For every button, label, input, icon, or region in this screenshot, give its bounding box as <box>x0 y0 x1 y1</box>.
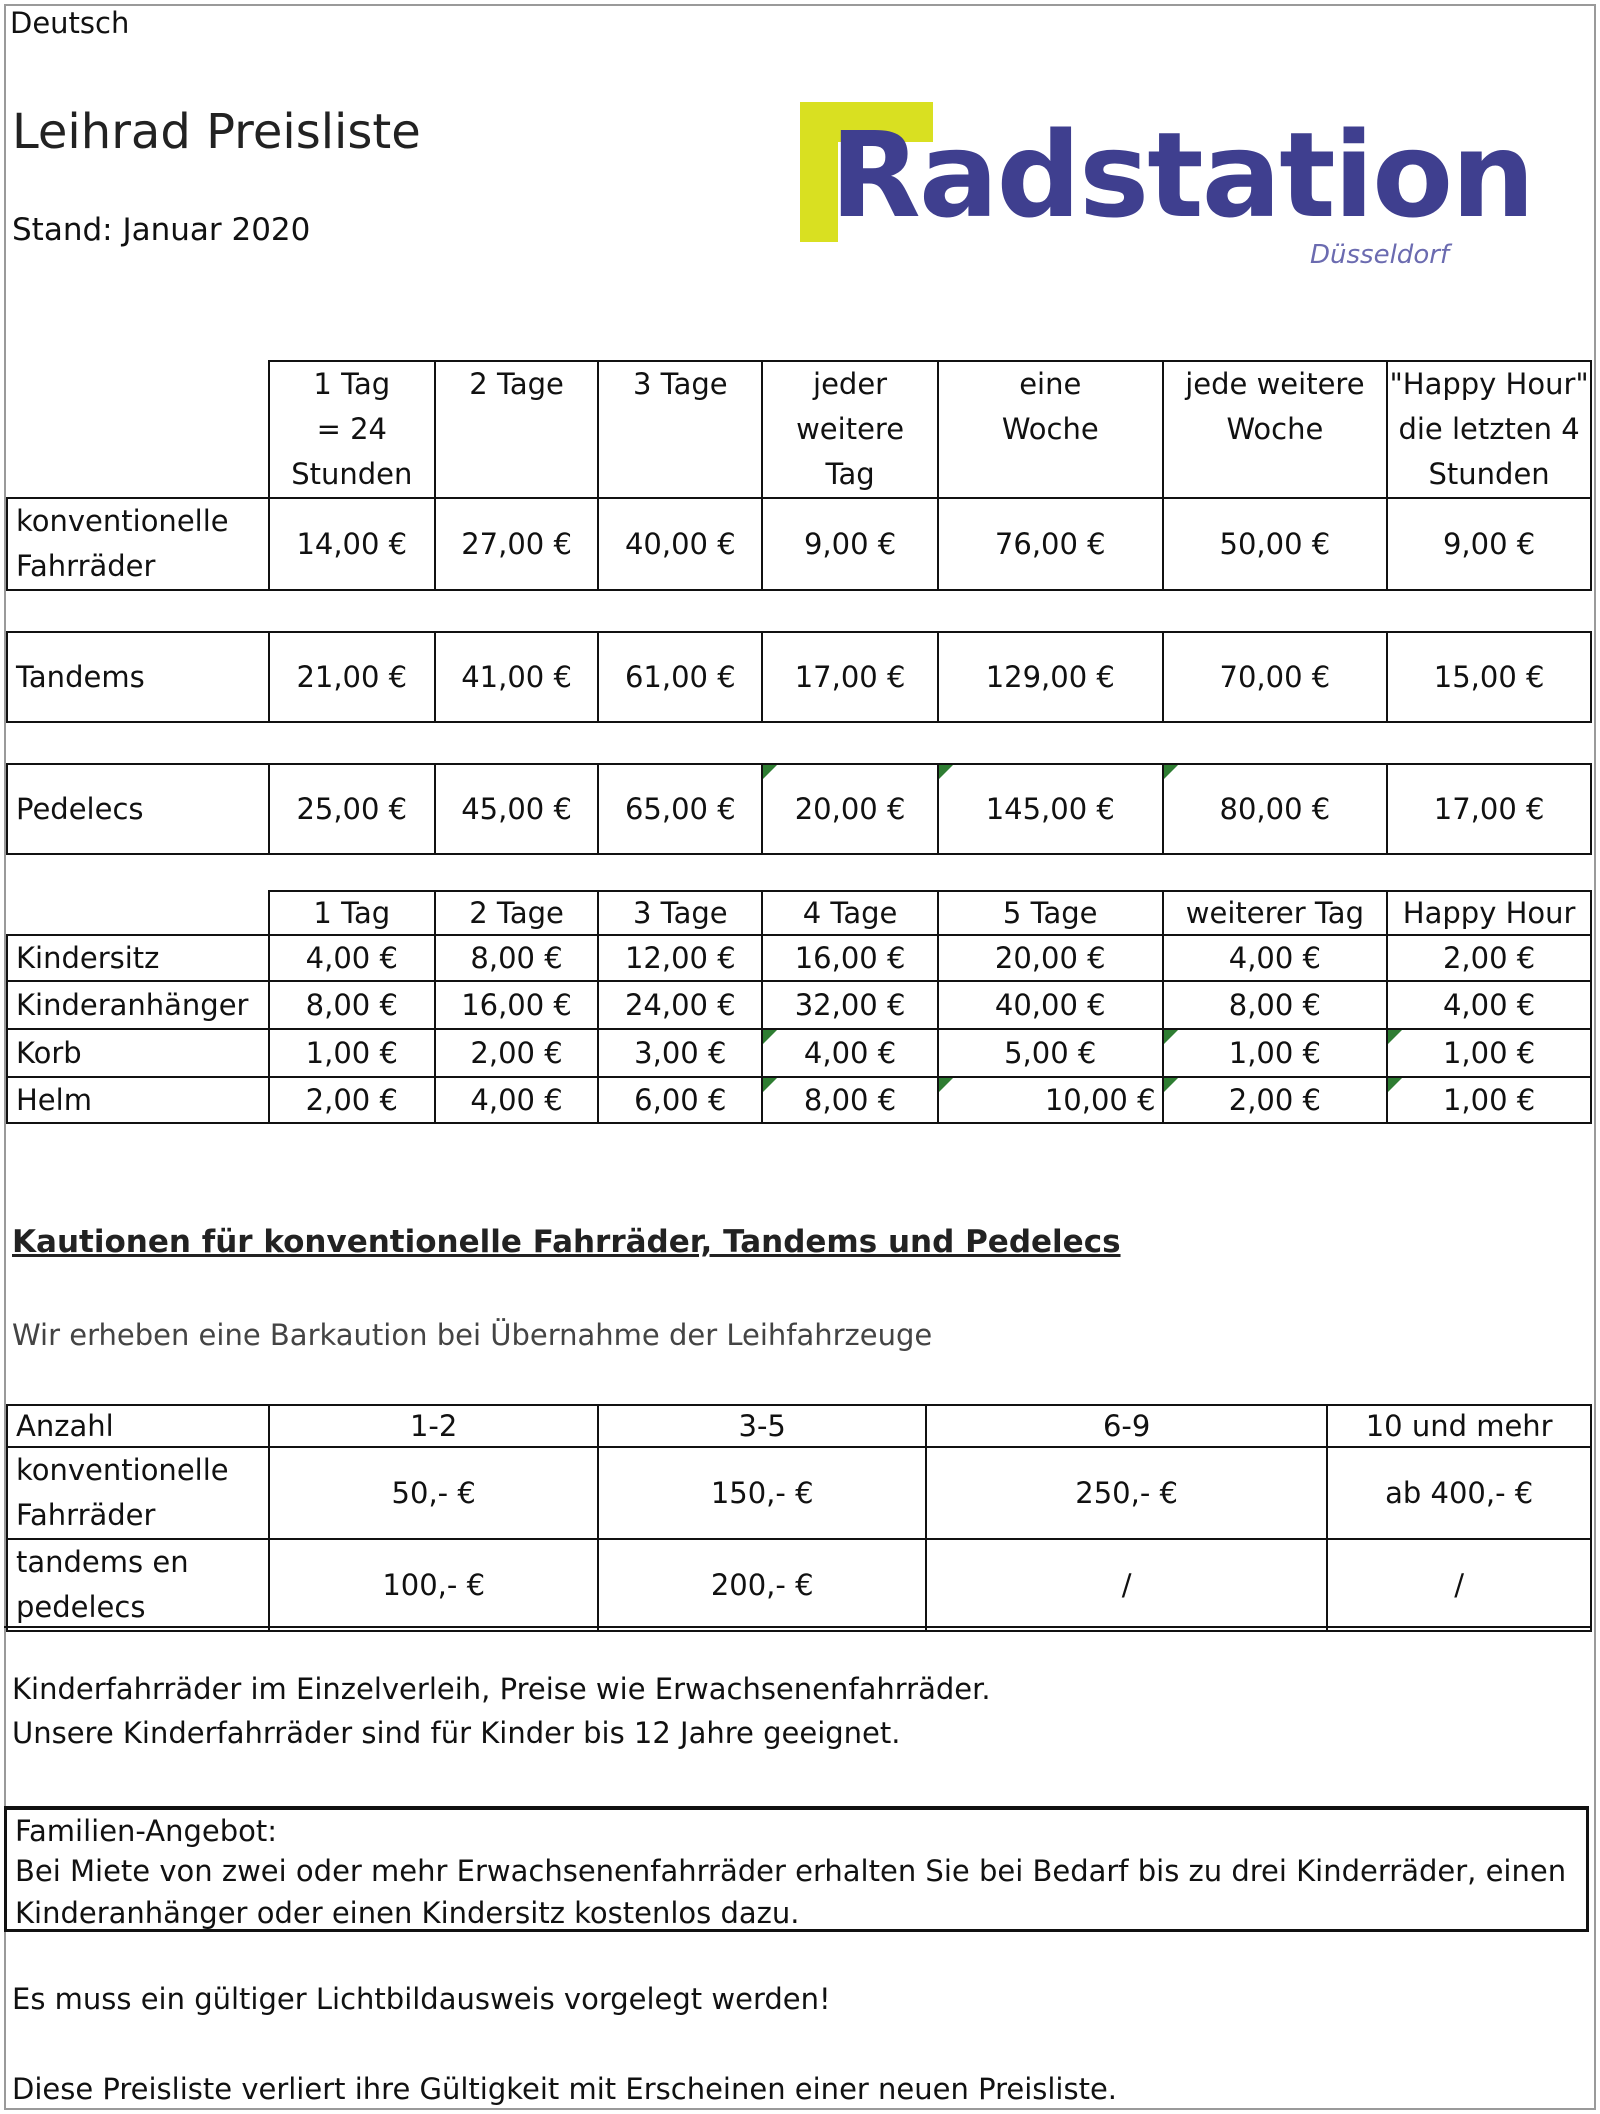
family-offer-box <box>4 1806 1589 1932</box>
price-cell: 41,00 € <box>435 632 599 722</box>
deposit-column-header: 6-9 <box>926 1405 1327 1447</box>
rental-spacer <box>7 722 1591 764</box>
row-label: Tandems <box>7 632 269 722</box>
rental-spacer <box>7 590 1591 632</box>
price-cell: 80,00 € <box>1163 764 1388 854</box>
price-cell: 4,00 € <box>435 1077 599 1123</box>
rental-price-table <box>6 360 1592 855</box>
kids-note-2: Unsere Kinderfahrräder sind für Kinder bis 12 Jahre geeignet. <box>12 1716 901 1750</box>
price-cell: 4,00 € <box>1163 935 1388 981</box>
accessory-column-header: Happy Hour <box>1387 891 1591 935</box>
row-label: Kinderanhänger <box>7 981 269 1029</box>
deposit-column-header: Anzahl <box>7 1405 269 1447</box>
price-cell: 1,00 € <box>1387 1029 1591 1077</box>
rental-column-header: 1 Tag = 24 Stunden <box>269 361 435 498</box>
price-cell: 1,00 € <box>1163 1029 1388 1077</box>
divider <box>4 1626 1592 1628</box>
price-cell: 76,00 € <box>938 498 1163 590</box>
family-offer-line-1: Bei Miete von zwei oder mehr Erwachsenenfahrräder erhalten Sie bei Bedarf bis zu drei Kinderräder, einen <box>15 1854 1567 1888</box>
accessory-column-header: 5 Tage <box>938 891 1163 935</box>
accessory-column-header: weiterer Tag <box>1163 891 1388 935</box>
deposit-row-tandems-pedelecs <box>7 1539 1591 1631</box>
price-cell: 2,00 € <box>269 1077 435 1123</box>
price-cell: 8,00 € <box>762 1077 938 1123</box>
accessory-row-kindersitz <box>7 935 1591 981</box>
price-cell: 14,00 € <box>269 498 435 590</box>
price-cell: 40,00 € <box>938 981 1163 1029</box>
kids-note-1: Kinderfahrräder im Einzelverleih, Preise wie Erwachsenenfahrräder. <box>12 1672 991 1706</box>
price-cell: 12,00 € <box>598 935 762 981</box>
rental-column-header: jeder weitere Tag <box>762 361 938 498</box>
deposit-column-header: 3-5 <box>598 1405 926 1447</box>
rental-column-header: jede weitere Woche <box>1163 361 1388 498</box>
price-cell: 70,00 € <box>1163 632 1388 722</box>
price-cell: 10,00 € <box>938 1077 1163 1123</box>
deposit-header-row <box>7 1405 1591 1447</box>
price-cell: 2,00 € <box>1163 1077 1388 1123</box>
price-cell: 8,00 € <box>269 981 435 1029</box>
row-label: konventionelle Fahrräder <box>7 498 269 590</box>
language-label: Deutsch <box>10 6 130 40</box>
deposit-cell: / <box>1327 1539 1591 1631</box>
price-cell: 25,00 € <box>269 764 435 854</box>
deposit-cell: 250,- € <box>926 1447 1327 1539</box>
deposit-cell: 100,- € <box>269 1539 599 1631</box>
deposit-subtitle: Wir erheben eine Barkaution bei Übernahme der Leihfahrzeuge <box>12 1318 933 1352</box>
accessory-column-header: 1 Tag <box>269 891 435 935</box>
page-title: Leihrad Preisliste <box>12 104 421 160</box>
accessory-column-header: 2 Tage <box>435 891 599 935</box>
rental-row-tandems <box>7 632 1591 722</box>
price-cell: 6,00 € <box>598 1077 762 1123</box>
price-cell: 3,00 € <box>598 1029 762 1077</box>
deposit-column-header: 1-2 <box>269 1405 599 1447</box>
price-cell: 21,00 € <box>269 632 435 722</box>
id-notice: Es muss ein gültiger Lichtbildausweis vorgelegt werden! <box>12 1982 831 2016</box>
accessories-price-table <box>6 890 1592 1124</box>
price-cell: 16,00 € <box>435 981 599 1029</box>
deposit-cell: 200,- € <box>598 1539 926 1631</box>
deposit-heading: Kautionen für konventionelle Fahrräder, Tandems und Pedelecs <box>12 1224 1121 1260</box>
accessories-header-row <box>7 891 1591 935</box>
price-cell: 4,00 € <box>1387 981 1591 1029</box>
price-cell: 16,00 € <box>762 935 938 981</box>
price-cell: 4,00 € <box>269 935 435 981</box>
accessory-column-header: 4 Tage <box>762 891 938 935</box>
price-cell: 40,00 € <box>598 498 762 590</box>
deposit-cell: / <box>926 1539 1327 1631</box>
price-cell: 24,00 € <box>598 981 762 1029</box>
price-cell: 61,00 € <box>598 632 762 722</box>
price-cell: 2,00 € <box>435 1029 599 1077</box>
family-offer-title: Familien-Angebot: <box>15 1814 278 1848</box>
price-cell: 1,00 € <box>1387 1077 1591 1123</box>
row-label: Kindersitz <box>7 935 269 981</box>
price-cell: 32,00 € <box>762 981 938 1029</box>
price-cell: 20,00 € <box>938 935 1163 981</box>
price-cell: 8,00 € <box>435 935 599 981</box>
rental-column-header: "Happy Hour" die letzten 4 Stunden <box>1387 361 1591 498</box>
rental-row-konventionelle <box>7 498 1591 590</box>
rental-column-header: eine Woche <box>938 361 1163 498</box>
price-cell: 15,00 € <box>1387 632 1591 722</box>
spacer-cell <box>7 590 1591 632</box>
stand-date: Stand: Januar 2020 <box>12 212 311 248</box>
accessory-row-korb <box>7 1029 1591 1077</box>
deposit-cell: 50,- € <box>269 1447 599 1539</box>
price-cell: 17,00 € <box>762 632 938 722</box>
radstation-logo <box>800 100 1534 290</box>
row-label: Korb <box>7 1029 269 1077</box>
family-offer-line-2: Kinderanhänger oder einen Kindersitz kostenlos dazu. <box>15 1896 800 1930</box>
row-label: Helm <box>7 1077 269 1123</box>
rental-column-header: 2 Tage <box>435 361 599 498</box>
rental-header-row <box>7 361 1591 498</box>
accessory-column-header: 3 Tage <box>598 891 762 935</box>
accessories-corner <box>7 891 269 935</box>
price-cell: 129,00 € <box>938 632 1163 722</box>
price-cell: 65,00 € <box>598 764 762 854</box>
price-cell: 9,00 € <box>762 498 938 590</box>
price-cell: 45,00 € <box>435 764 599 854</box>
price-cell: 9,00 € <box>1387 498 1591 590</box>
accessory-row-helm <box>7 1077 1591 1123</box>
price-cell: 145,00 € <box>938 764 1163 854</box>
price-cell: 27,00 € <box>435 498 599 590</box>
row-label: Pedelecs <box>7 764 269 854</box>
price-cell: 17,00 € <box>1387 764 1591 854</box>
rental-column-header: 3 Tage <box>598 361 762 498</box>
deposit-table <box>6 1404 1592 1632</box>
accessory-row-kinderanhaenger <box>7 981 1591 1029</box>
price-cell: 5,00 € <box>938 1029 1163 1077</box>
rental-row-pedelecs <box>7 764 1591 854</box>
deposit-cell: ab 400,- € <box>1327 1447 1591 1539</box>
validity-notice: Diese Preisliste verliert ihre Gültigkeit mit Erscheinen einer neuen Preisliste. <box>12 2072 1118 2106</box>
price-cell: 50,00 € <box>1163 498 1388 590</box>
deposit-row-konventionelle <box>7 1447 1591 1539</box>
logo-city: Düsseldorf <box>1310 240 1450 270</box>
price-cell: 1,00 € <box>269 1029 435 1077</box>
rental-corner <box>7 361 269 498</box>
spacer-cell <box>7 722 1591 764</box>
price-cell: 4,00 € <box>762 1029 938 1077</box>
price-cell: 20,00 € <box>762 764 938 854</box>
deposit-column-header: 10 und mehr <box>1327 1405 1591 1447</box>
row-label: konventionelle Fahrräder <box>7 1447 269 1539</box>
price-cell: 8,00 € <box>1163 981 1388 1029</box>
deposit-cell: 150,- € <box>598 1447 926 1539</box>
row-label: tandems en pedelecs <box>7 1539 269 1631</box>
logo-wordmark: Radstation <box>830 106 1534 244</box>
price-cell: 2,00 € <box>1387 935 1591 981</box>
